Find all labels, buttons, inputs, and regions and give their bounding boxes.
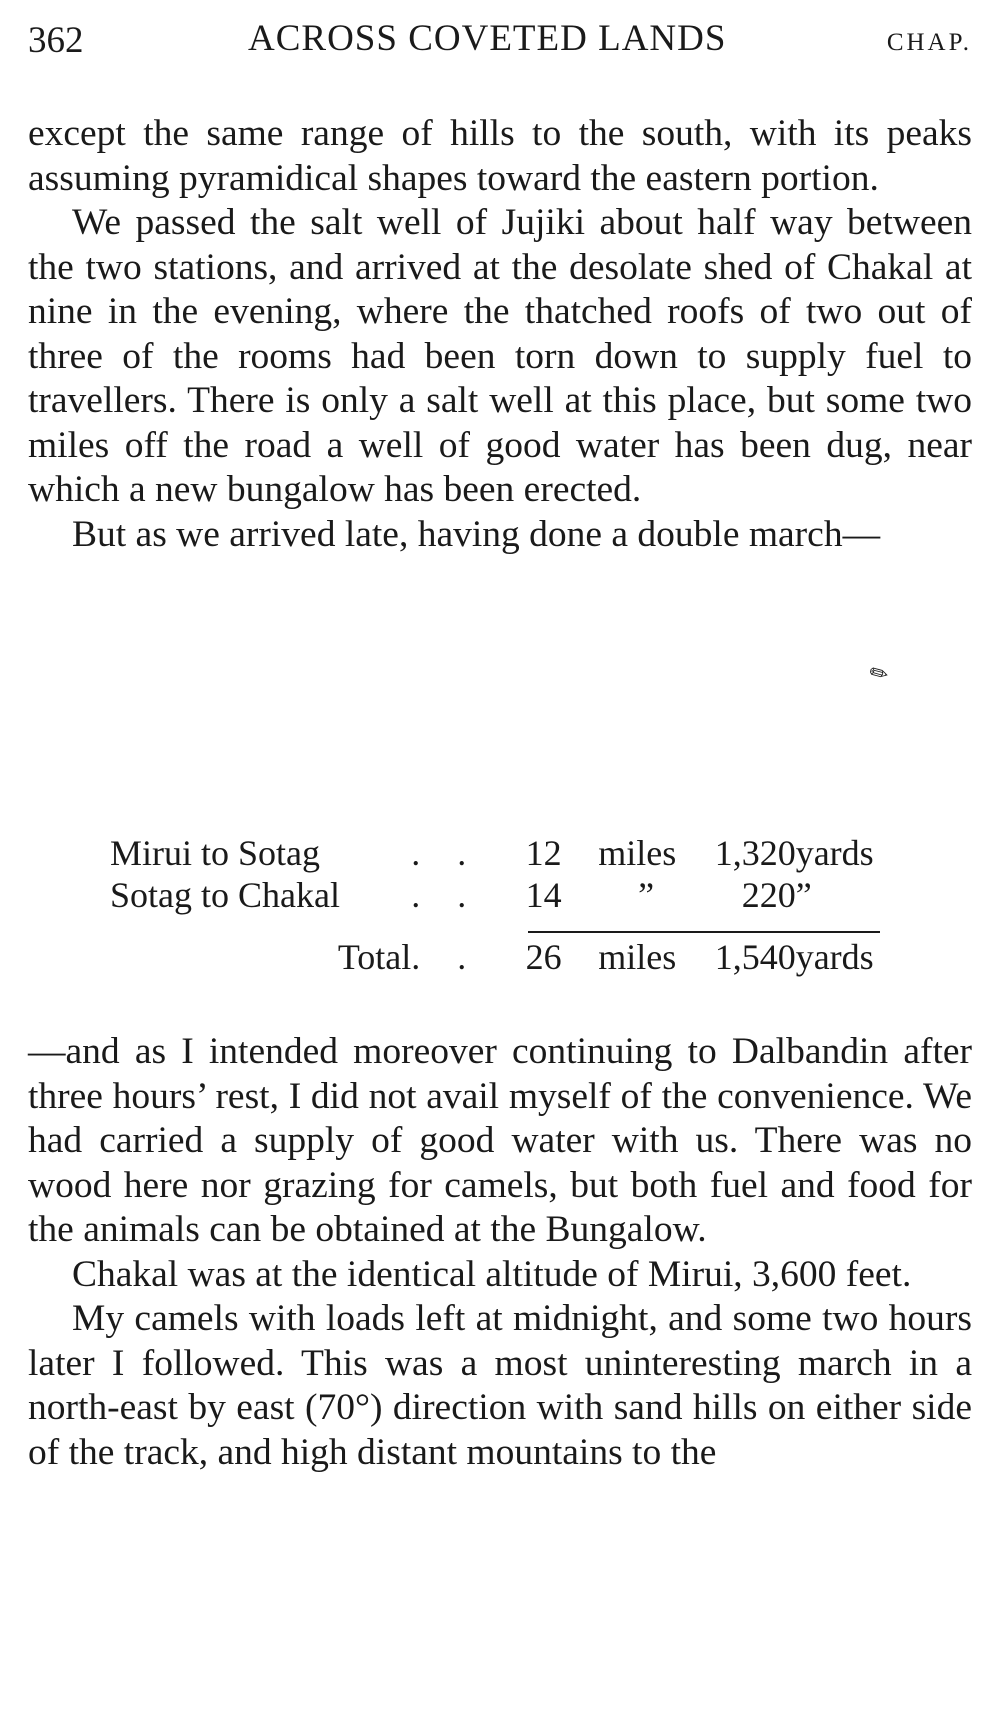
yards-value: 220 bbox=[741, 875, 796, 915]
paragraph-dalbandin: —and as I intended moreover continuing to Dalbandin after three hours’ rest, I did not avail myself of the convenience. We had carried a supply of good water with us. There was no wood here nor grazing for camels, but both fuel and food for the animals can be obtained at the Bungalow. bbox=[28, 1031, 972, 1250]
paragraph-jujiki: We passed the salt well of Jujiki about half way between the two stations, and arrived at the desolate shed of Chakal at nine in the evening, where the thatched roofs of two out of three of the rooms had been torn down to supply fuel to travellers. There is only a salt well at this place, but some two miles off the road a well of good water has been dug, near which a new bungalow has been erected. bbox=[28, 202, 972, 510]
paragraph-altitude: Chakal was at the identical altitude of Mirui, 3,600 feet. bbox=[72, 1253, 912, 1295]
miles-ditto-mark: ” bbox=[638, 875, 655, 915]
table-row bbox=[110, 832, 910, 874]
body-text-top bbox=[28, 112, 972, 557]
table-total-row bbox=[110, 916, 910, 978]
book-title: ACROSS COVETED LANDS bbox=[248, 18, 727, 59]
total-miles-value: 26 bbox=[525, 937, 562, 977]
yards-unit: yards bbox=[795, 833, 874, 873]
margin-pen-mark: ✎ bbox=[864, 658, 894, 690]
table-row bbox=[110, 874, 910, 916]
miles-unit: miles bbox=[598, 833, 677, 873]
paragraph-double-march: But as we arrived late, having done a double march— bbox=[72, 513, 881, 555]
yards-ditto-mark: ” bbox=[795, 875, 812, 915]
total-yards-unit: yards bbox=[795, 937, 874, 977]
distance-table bbox=[110, 832, 910, 978]
leader-dots: . . bbox=[411, 937, 481, 977]
leader-dots: . . bbox=[411, 875, 481, 915]
route-cell: Mirui to Sotag bbox=[110, 833, 321, 873]
page-number: 362 bbox=[28, 20, 84, 61]
route-cell: Sotag to Chakal bbox=[110, 875, 340, 915]
miles-value: 14 bbox=[525, 875, 562, 915]
paragraph-camels: My camels with loads left at midnight, and some two hours later I followed. This was a most uninteresting march in a north-east by east (70°) direction with sand hills on either side of the track, and high distant mountains to the bbox=[28, 1298, 972, 1473]
body-text-bottom bbox=[28, 1030, 972, 1475]
total-rule bbox=[528, 931, 880, 933]
yards-value: 1,320 bbox=[714, 833, 796, 873]
total-miles-unit: miles bbox=[598, 937, 677, 977]
paragraph-continuation: except the same range of hills to the south, with its peaks assuming pyramidical shapes toward the eastern portion. bbox=[28, 113, 972, 199]
total-yards-value: 1,540 bbox=[714, 937, 796, 977]
leader-dots: . . bbox=[411, 833, 481, 873]
miles-value: 12 bbox=[525, 833, 562, 873]
running-head bbox=[28, 14, 972, 64]
chapter-label: CHAP. bbox=[886, 29, 972, 56]
total-label: Total bbox=[337, 937, 412, 977]
